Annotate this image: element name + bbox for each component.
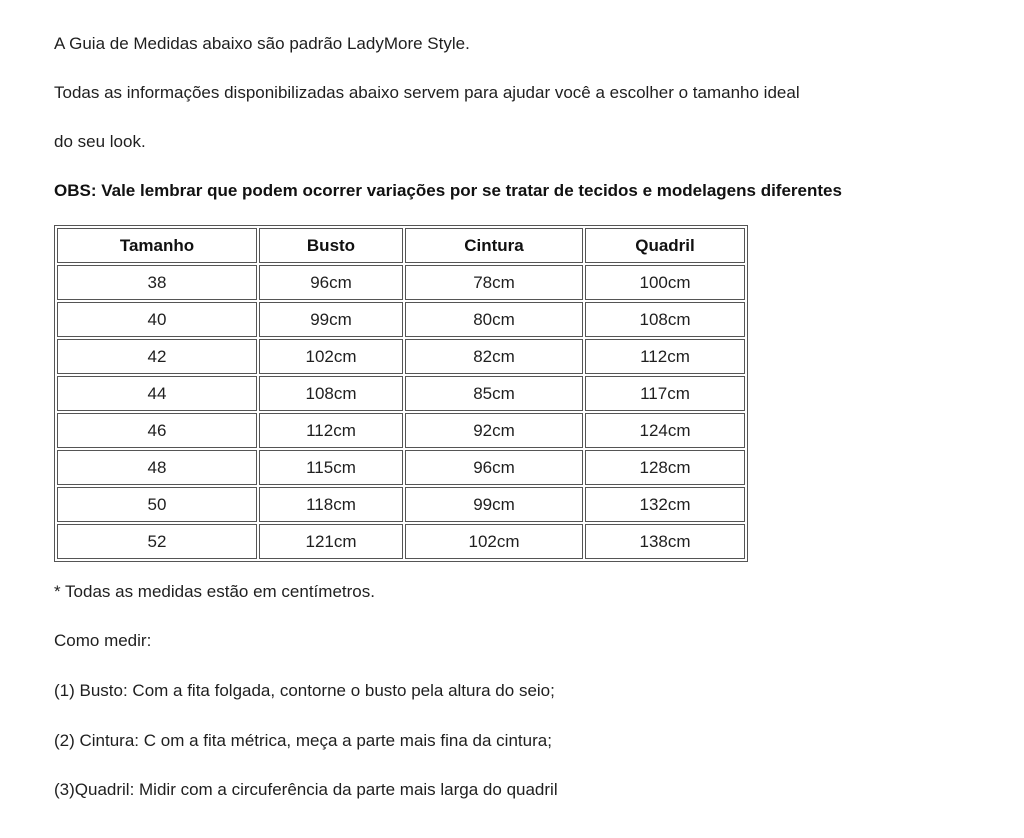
cell-cintura: 92cm <box>405 413 583 448</box>
intro-line-2: Todas as informações disponibilizadas abaixo servem para ajudar você a escolher o tamanho ideal <box>54 83 800 102</box>
cell-tamanho: 38 <box>57 265 257 300</box>
cell-quadril: 112cm <box>585 339 745 374</box>
cell-cintura: 82cm <box>405 339 583 374</box>
intro-line-1: A Guia de Medidas abaixo são padrão LadyMore Style. <box>54 34 470 53</box>
cell-tamanho: 46 <box>57 413 257 448</box>
cell-quadril: 132cm <box>585 487 745 522</box>
cell-quadril: 100cm <box>585 265 745 300</box>
header-busto: Busto <box>259 228 403 263</box>
cell-cintura: 96cm <box>405 450 583 485</box>
hip-instruction: (3)Quadril: Midir com a circuferência da parte mais larga do quadril <box>54 780 558 799</box>
table-row <box>57 339 745 374</box>
cell-quadril: 128cm <box>585 450 745 485</box>
cell-busto: 115cm <box>259 450 403 485</box>
table-row <box>57 524 745 559</box>
obs-note: OBS: Vale lembrar que podem ocorrer variações por se tratar de tecidos e modelagens diferentes <box>54 181 842 200</box>
waist-instruction: (2) Cintura: C om a fita métrica, meça a parte mais fina da cintura; <box>54 731 552 750</box>
cell-tamanho: 40 <box>57 302 257 337</box>
cell-cintura: 80cm <box>405 302 583 337</box>
cell-cintura: 85cm <box>405 376 583 411</box>
how-to-measure-heading: Como medir: <box>54 631 152 650</box>
cell-tamanho: 52 <box>57 524 257 559</box>
cell-busto: 108cm <box>259 376 403 411</box>
intro-line-3: do seu look. <box>54 132 146 151</box>
cell-busto: 112cm <box>259 413 403 448</box>
cell-tamanho: 48 <box>57 450 257 485</box>
units-note: * Todas as medidas estão em centímetros. <box>54 582 375 601</box>
cell-tamanho: 50 <box>57 487 257 522</box>
cell-busto: 96cm <box>259 265 403 300</box>
cell-cintura: 78cm <box>405 265 583 300</box>
cell-busto: 102cm <box>259 339 403 374</box>
table-row <box>57 487 745 522</box>
table-row <box>57 265 745 300</box>
table-row <box>57 376 745 411</box>
cell-cintura: 102cm <box>405 524 583 559</box>
cell-busto: 121cm <box>259 524 403 559</box>
size-chart-table <box>54 225 748 562</box>
cell-quadril: 108cm <box>585 302 745 337</box>
bust-instruction: (1) Busto: Com a fita folgada, contorne o busto pela altura do seio; <box>54 681 555 700</box>
table-row <box>57 450 745 485</box>
cell-tamanho: 42 <box>57 339 257 374</box>
table-header-row <box>57 228 745 263</box>
header-cintura: Cintura <box>405 228 583 263</box>
cell-cintura: 99cm <box>405 487 583 522</box>
cell-tamanho: 44 <box>57 376 257 411</box>
table-row <box>57 302 745 337</box>
cell-quadril: 138cm <box>585 524 745 559</box>
cell-quadril: 124cm <box>585 413 745 448</box>
header-tamanho: Tamanho <box>57 228 257 263</box>
cell-busto: 99cm <box>259 302 403 337</box>
header-quadril: Quadril <box>585 228 745 263</box>
cell-busto: 118cm <box>259 487 403 522</box>
cell-quadril: 117cm <box>585 376 745 411</box>
table-row <box>57 413 745 448</box>
